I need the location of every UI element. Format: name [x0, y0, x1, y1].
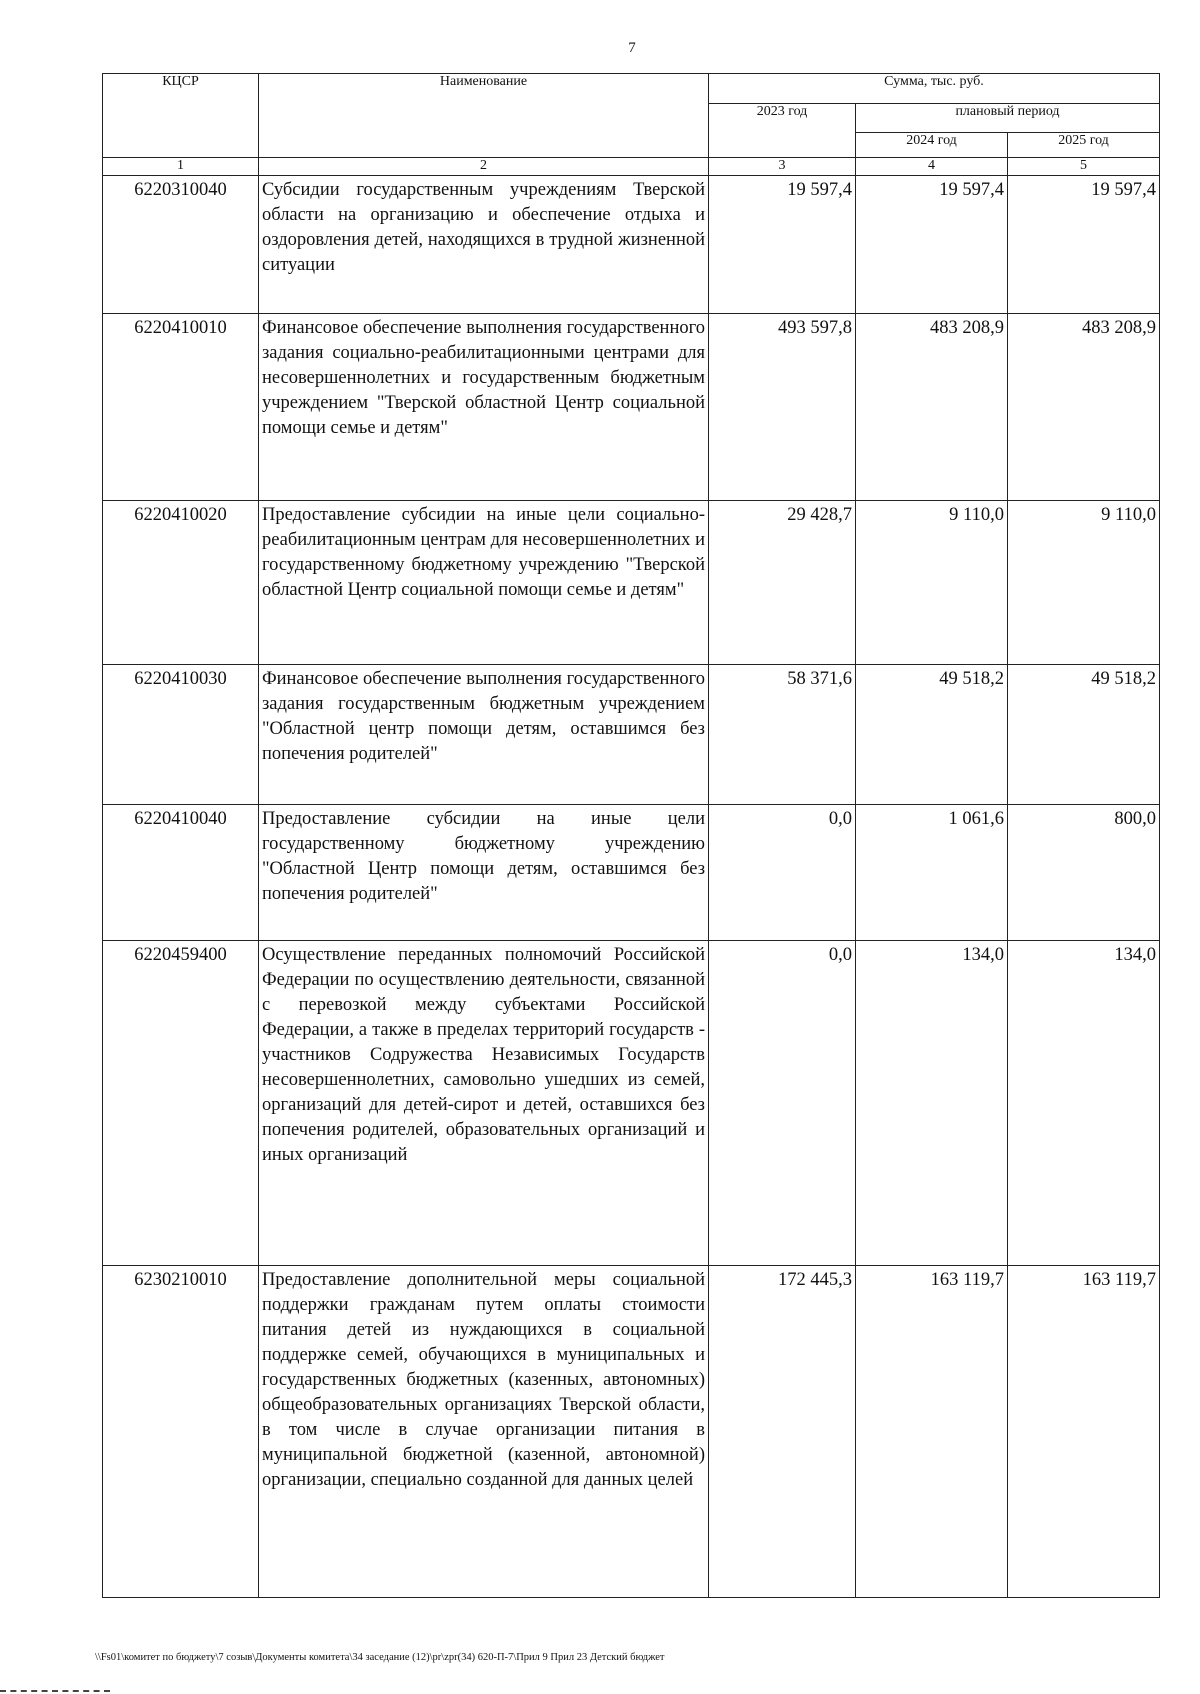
- header-name: Наименование: [259, 74, 709, 158]
- row-value-2025: 800,0: [1008, 805, 1160, 941]
- table-row: [103, 665, 1160, 805]
- row-value-2024: 134,0: [856, 941, 1008, 1266]
- table-row: [103, 941, 1160, 1266]
- row-name: Предоставление субсидии на иные цели государственному бюджетному учреждению "Областной Центр помощи детям, оставшимся без попечения родителей": [259, 805, 709, 941]
- row-value-2023: 29 428,7: [709, 501, 856, 665]
- table-row: [103, 1266, 1160, 1598]
- row-value-2025: 19 597,4: [1008, 176, 1160, 314]
- column-number: 3: [709, 158, 856, 176]
- budget-table: [102, 73, 1160, 1598]
- header-year-2023: 2023 год: [709, 104, 856, 158]
- row-value-2025: 49 518,2: [1008, 665, 1160, 805]
- header-sum: Сумма, тыс. руб.: [709, 74, 1160, 104]
- row-name: Предоставление дополнительной меры социальной поддержки гражданам путем оплаты стоимости питания детей из нуждающихся в социальной поддержке семей, обучающихся в муниципальных и государственных бюджетных (казенных, автономных) общеобразовательных организациях Тверской области, в том числе в случае организации питания в муниципальной бюджетной (казенной, автономной) организации, специально созданной для данных целей: [259, 1266, 709, 1598]
- scan-edge-line: [0, 1690, 110, 1692]
- row-value-2025: 134,0: [1008, 941, 1160, 1266]
- file-path-footer: \\Fs01\комитет по бюджету\7 созыв\Документы комитета\34 заседание (12)\pr\zpr(34) 620-П-7\Прил 9 Прил 23 Детский бюджет: [95, 1652, 665, 1663]
- row-value-2024: 483 208,9: [856, 314, 1008, 501]
- page-number: 7: [628, 40, 636, 56]
- row-value-2023: 58 371,6: [709, 665, 856, 805]
- row-value-2023: 493 597,8: [709, 314, 856, 501]
- column-number: 5: [1008, 158, 1160, 176]
- header-year-2024: 2024 год: [856, 133, 1008, 158]
- row-code: 6220310040: [103, 176, 259, 314]
- row-name: Предоставление субсидии на иные цели социально-реабилитационным центрам для несовершеннолетних и государственному бюджетному учреждению "Тверской областной Центр социальной помощи семье и детям": [259, 501, 709, 665]
- column-number: 1: [103, 158, 259, 176]
- row-value-2024: 1 061,6: [856, 805, 1008, 941]
- row-name: Финансовое обеспечение выполнения государственного задания государственным бюджетным учреждением "Областной центр помощи детям, оставшимся без попечения родителей": [259, 665, 709, 805]
- row-value-2024: 19 597,4: [856, 176, 1008, 314]
- header-planning-period: плановый период: [856, 104, 1160, 133]
- header-code: КЦСР: [103, 74, 259, 158]
- row-value-2023: 0,0: [709, 941, 856, 1266]
- header-year-2025: 2025 год: [1008, 133, 1160, 158]
- column-number: 2: [259, 158, 709, 176]
- table-row: [103, 176, 1160, 314]
- row-value-2023: 172 445,3: [709, 1266, 856, 1598]
- row-value-2025: 163 119,7: [1008, 1266, 1160, 1598]
- row-value-2023: 19 597,4: [709, 176, 856, 314]
- row-code: 6230210010: [103, 1266, 259, 1598]
- row-value-2023: 0,0: [709, 805, 856, 941]
- row-value-2024: 163 119,7: [856, 1266, 1008, 1598]
- row-name: Субсидии государственным учреждениям Тверской области на организацию и обеспечение отдыха и оздоровления детей, находящихся в трудной жизненной ситуации: [259, 176, 709, 314]
- row-code: 6220410010: [103, 314, 259, 501]
- row-name: Осуществление переданных полномочий Российской Федерации по осуществлению деятельности, связанной с перевозкой между субъектами Российской Федерации, а также в пределах территорий государств - участников Содружества Независимых Государств несовершеннолетних, самовольно ушедших из семей, организаций для детей-сирот и детей, оставшихся без попечения родителей, образовательных организаций и иных организаций: [259, 941, 709, 1266]
- row-code: 6220410040: [103, 805, 259, 941]
- column-number: 4: [856, 158, 1008, 176]
- row-code: 6220410030: [103, 665, 259, 805]
- row-value-2025: 9 110,0: [1008, 501, 1160, 665]
- row-code: 6220459400: [103, 941, 259, 1266]
- row-value-2024: 9 110,0: [856, 501, 1008, 665]
- table-row: [103, 805, 1160, 941]
- table-row: [103, 314, 1160, 501]
- column-number-row: [103, 158, 1160, 176]
- row-value-2024: 49 518,2: [856, 665, 1008, 805]
- row-name: Финансовое обеспечение выполнения государственного задания социально-реабилитационными центрами для несовершеннолетних и государственным бюджетным учреждением "Тверской областной Центр социальной помощи семье и детям": [259, 314, 709, 501]
- row-code: 6220410020: [103, 501, 259, 665]
- row-value-2025: 483 208,9: [1008, 314, 1160, 501]
- table-row: [103, 501, 1160, 665]
